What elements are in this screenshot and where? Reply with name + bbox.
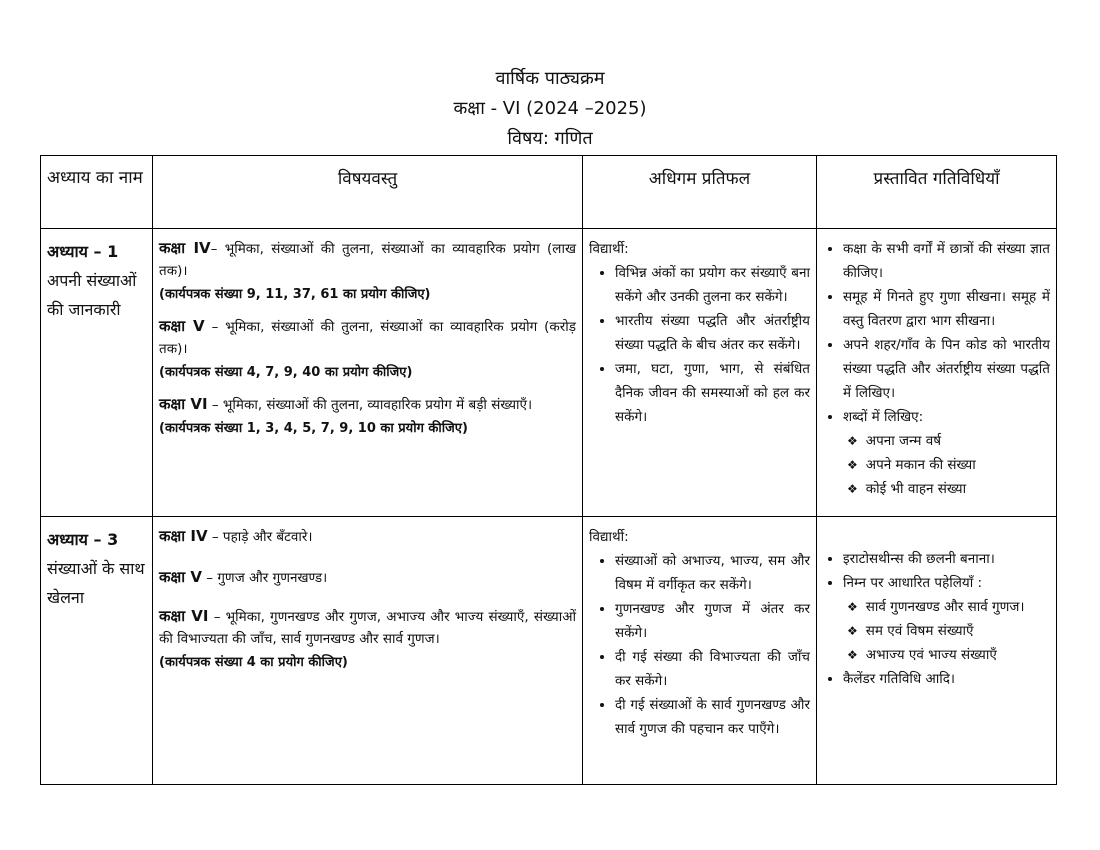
sub-list-item: ❖ अपना जन्म वर्ष — [847, 429, 1050, 453]
content-block — [159, 393, 576, 440]
list-item: • कैलेंडर गतिविधि आदि। — [843, 667, 1050, 691]
worksheet-note: (कार्यपत्रक संख्या 4, 7, 9, 40 का प्रयोग कीजिए) — [159, 365, 413, 380]
header-activities: प्रस्तावित गतिविधियाँ — [817, 156, 1057, 229]
sub-list-item: ❖ कोई भी वाहन संख्या — [847, 477, 1050, 501]
sub-list-item: ❖ अभाज्य एवं भाज्य संख्याएँ — [847, 643, 1050, 667]
list-item: • गुणनखण्ड और गुणज में अंतर कर सकेंगे। — [615, 597, 810, 645]
activities-cell — [817, 517, 1057, 785]
list-item: • कक्षा के सभी वर्गों में छात्रों की संख्या ज्ञात कीजिए। — [843, 237, 1050, 285]
outcomes-cell — [583, 517, 817, 785]
list-item-label: निम्न पर आधारित पहेलियाँ : — [843, 575, 983, 591]
header-chapter: अध्याय का नाम — [41, 156, 153, 229]
sub-list-item: ❖ सम एवं विषम संख्याएँ — [847, 619, 1050, 643]
list-item: • दी गई संख्या की विभाज्यता की जाँच कर सकेंगे। — [615, 645, 810, 693]
activities-list — [823, 547, 1050, 691]
content-text: – भूमिका, संख्याओं की तुलना, संख्याओं का व्यावहारिक प्रयोग (लाख तक)। — [159, 241, 576, 279]
table-row — [41, 517, 1057, 785]
content-block — [159, 566, 576, 589]
chapter-name: अपनी संख्याओं की जानकारी — [47, 271, 137, 319]
class-label: कक्षा V — [159, 568, 202, 586]
class-label: कक्षा V — [159, 317, 205, 335]
outcomes-list — [589, 549, 810, 741]
syllabus-table — [40, 155, 1057, 785]
outcomes-intro: विद्यार्थी: — [589, 529, 629, 545]
chapter-number: अध्याय – 1 — [47, 242, 119, 261]
chapter-number: अध्याय – 3 — [47, 530, 119, 549]
table-header-row — [41, 156, 1057, 229]
list-item-label: शब्दों में लिखिए: — [843, 409, 924, 425]
table-row — [41, 229, 1057, 517]
sub-list-item: ❖ अपने मकान की संख्या — [847, 453, 1050, 477]
document-title: वार्षिक पाठ्यक्रम — [495, 68, 605, 89]
class-label: कक्षा VI — [159, 607, 209, 625]
content-text: – भूमिका, संख्याओं की तुलना, व्यावहारिक प्रयोग में बड़ी संख्याएँ। — [207, 397, 533, 413]
list-item: • भारतीय संख्या पद्धति और अंतर्राष्ट्रीय संख्या पद्धति के बीच अंतर कर सकेंगे। — [615, 309, 810, 357]
worksheet-note: (कार्यपत्रक संख्या 1, 3, 4, 5, 7, 9, 10 का प्रयोग कीजिए) — [159, 421, 468, 436]
chapter-cell — [41, 229, 153, 517]
sub-list-item: ❖ सार्व गुणनखण्ड और सार्व गुणज। — [847, 595, 1050, 619]
content-text: – भूमिका, संख्याओं की तुलना, संख्याओं का व्यावहारिक प्रयोग (करोड़ तक)। — [159, 319, 577, 357]
content-block — [159, 237, 576, 306]
content-cell — [153, 517, 583, 785]
class-label: कक्षा IV — [159, 527, 208, 545]
content-block — [159, 525, 576, 548]
sub-activities-list — [843, 429, 1050, 501]
header-outcomes: अधिगम प्रतिफल — [583, 156, 817, 229]
list-item: • समूह में गिनते हुए गुणा सीखना। समूह में वस्तु वितरण द्वारा भाग सीखना। — [843, 285, 1050, 333]
activities-cell — [817, 229, 1057, 517]
worksheet-note: (कार्यपत्रक संख्या 4 का प्रयोग कीजिए) — [159, 655, 348, 670]
content-text: – भूमिका, गुणनखण्ड और गुणज, अभाज्य और भाज्य संख्याएँ, संख्याओं की विभाज्यता की जाँच, सार्व गुणनखण्ड और सार्व गुणज। — [159, 609, 576, 647]
list-item: • जमा, घटा, गुणा, भाग, से संबंधित दैनिक जीवन की समस्याओं को हल कर सकेंगे। — [615, 357, 810, 429]
list-item — [843, 571, 1050, 667]
list-item: • दी गई संख्याओं के सार्व गुणनखण्ड और सार्व गुणज की पहचान कर पाएँगे। — [615, 693, 810, 741]
sub-activities-list — [843, 595, 1050, 667]
outcomes-list — [589, 261, 810, 429]
worksheet-note: (कार्यपत्रक संख्या 9, 11, 37, 61 का प्रयोग कीजिए) — [159, 287, 431, 302]
content-text: – पहाड़े और बँटवारे। — [207, 529, 313, 545]
list-item: • विभिन्न अंकों का प्रयोग कर संख्याएँ बना सकेंगे और उनकी तुलना कर सकेंगे। — [615, 261, 810, 309]
list-item — [843, 405, 1050, 501]
header-content: विषयवस्तु — [153, 156, 583, 229]
chapter-name: संख्याओं के साथ खेलना — [47, 559, 145, 607]
class-label: कक्षा VI — [159, 395, 208, 413]
list-item: • संख्याओं को अभाज्य, भाज्य, सम और विषम में वर्गीकृत कर सकेंगे। — [615, 549, 810, 597]
subject-label: विषय: गणित — [507, 128, 593, 149]
outcomes-cell — [583, 229, 817, 517]
content-block — [159, 315, 576, 384]
activities-list — [823, 237, 1050, 501]
chapter-cell — [41, 517, 153, 785]
list-item: • इराटोसथीन्स की छलनी बनाना। — [843, 547, 1050, 571]
list-item: • अपने शहर/गाँव के पिन कोड को भारतीय संख्या पद्धति और अंतर्राष्ट्रीय संख्या पद्धति में लिखिए। — [843, 333, 1050, 405]
class-session: कक्षा - VI (2024 –2025) — [453, 98, 647, 119]
class-label: कक्षा IV — [159, 239, 211, 257]
outcomes-intro: विद्यार्थी: — [589, 241, 629, 257]
content-block — [159, 605, 576, 674]
content-cell — [153, 229, 583, 517]
content-text: – गुणज और गुणनखण्ड। — [202, 570, 328, 586]
